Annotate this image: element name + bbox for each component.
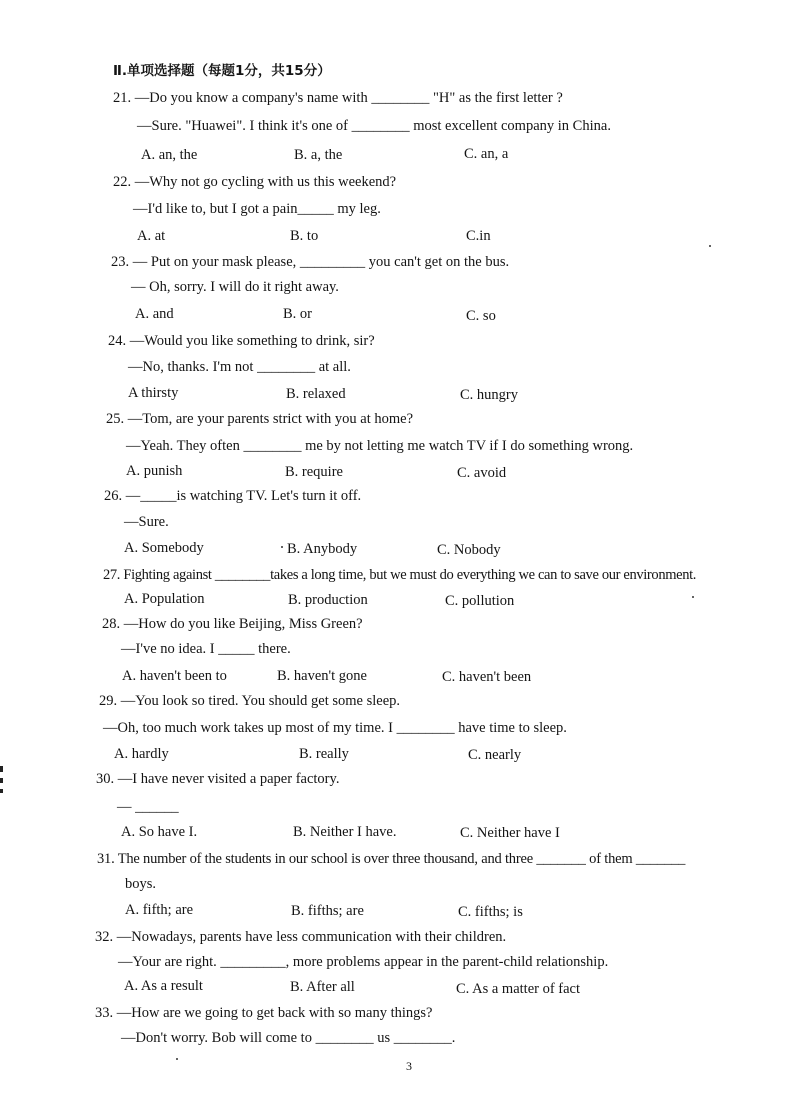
q23-option-b: B. or [283,306,312,322]
q31-option-a: A. fifth; are [125,902,194,918]
q26-answer-line: —Sure. [124,514,169,530]
q32-option-c: C. As a matter of fact [456,981,581,997]
q33-question: 33. —How are we going to get back with so many things? [95,1005,433,1021]
q31-option-c: C. fifths; is [458,904,523,920]
margin-mark [0,778,3,783]
q21-option-c: C. an, a [464,146,509,162]
q27-option-b: B. production [288,592,368,608]
q28-option-c: C. haven't been [442,669,532,685]
q32-question: 32. —Nowadays, parents have less communication with their children. [95,929,507,945]
q26-option-b: B. Anybody [287,541,358,557]
q30-option-c: C. Neither have I [460,825,560,841]
q32-option-b: B. After all [290,979,355,995]
q22-answer-line: —I'd like to, but I got a pain_____ my leg. [133,201,381,217]
q32-option-a: A. As a result [124,978,203,994]
q23-question: 23. — Put on your mask please, _________ you can't get on the bus. [111,254,510,270]
scan-speck [692,596,694,598]
q22-question: 22. —Why not go cycling with us this weekend? [113,174,397,190]
q31-question: 31. The number of the students in our school is over three thousand, and three _______ of them _______ [97,851,686,867]
margin-mark [0,766,3,772]
q28-question: 28. —How do you like Beijing, Miss Green? [102,616,363,632]
q30-option-b: B. Neither I have. [293,824,397,840]
q24-answer-line: —No, thanks. I'm not ________ at all. [128,359,351,375]
q25-option-c: C. avoid [457,465,507,481]
q21-option-a: A. an, the [141,147,198,163]
q24-option-b: B. relaxed [286,386,346,402]
q23-answer-line: — Oh, sorry. I will do it right away. [131,279,339,295]
q22-option-a: A. at [137,228,166,244]
q25-answer-line: —Yeah. They often ________ me by not letting me watch TV if I do something wrong. [126,438,634,454]
q32-answer-line: —Your are right. _________, more problems appear in the parent-child relationship. [118,954,609,970]
q24-option-a: A thirsty [128,385,179,401]
q28-answer-line: —I've no idea. I _____ there. [121,641,291,657]
q28-option-a: A. haven't been to [122,668,227,684]
q24-option-c: C. hungry [460,387,518,403]
q23-option-c: C. so [466,308,496,324]
page-number: 3 [406,1059,412,1073]
q28-option-b: B. haven't gone [277,668,367,684]
q24-question: 24. —Would you like something to drink, sir? [108,333,375,349]
scan-speck [709,245,711,247]
q30-option-a: A. So have I. [121,824,198,840]
margin-mark [0,789,3,793]
q25-option-a: A. punish [126,463,183,479]
q27-question: 27. Fighting against ________takes a long time, but we must do everything we can to save our environment. [103,567,697,583]
q33-answer-line: —Don't worry. Bob will come to ________ us ________. [121,1030,456,1046]
q22-option-c: C.in [466,228,491,244]
q29-answer-line: —Oh, too much work takes up most of my time. I ________ have time to sleep. [103,720,567,736]
q29-question: 29. —You look so tired. You should get some sleep. [99,693,401,709]
q21-question: 21. —Do you know a company's name with ________ "H" as the first letter ? [113,90,563,106]
q26-option-a: A. Somebody [124,540,204,556]
q29-option-a: A. hardly [114,746,169,762]
q30-question: 30. —I have never visited a paper factory. [96,771,340,787]
q26-question: 26. —_____is watching TV. Let's turn it off. [104,488,362,504]
scan-speck [176,1058,178,1060]
q25-option-b: B. require [285,464,343,480]
scan-speck [281,546,283,548]
q22-option-b: B. to [290,228,319,244]
q25-question: 25. —Tom, are your parents strict with you at home? [106,411,414,427]
q30-answer-line: — ______ [117,799,179,815]
q29-option-c: C. nearly [468,747,522,763]
q21-option-b: B. a, the [294,147,343,163]
q31-option-b: B. fifths; are [291,903,364,919]
q31-continuation: boys. [125,876,157,892]
section-title: Ⅱ.单项选择题（每题1分，共15分） [113,63,331,79]
q27-option-c: C. pollution [445,593,515,609]
q21-answer-line: —Sure. "Huawei". I think it's one of ________ most excellent company in China. [137,118,611,134]
q26-option-c: C. Nobody [437,542,501,558]
q29-option-b: B. really [299,746,349,762]
q27-option-a: A. Population [124,591,205,607]
q23-option-a: A. and [135,306,174,322]
